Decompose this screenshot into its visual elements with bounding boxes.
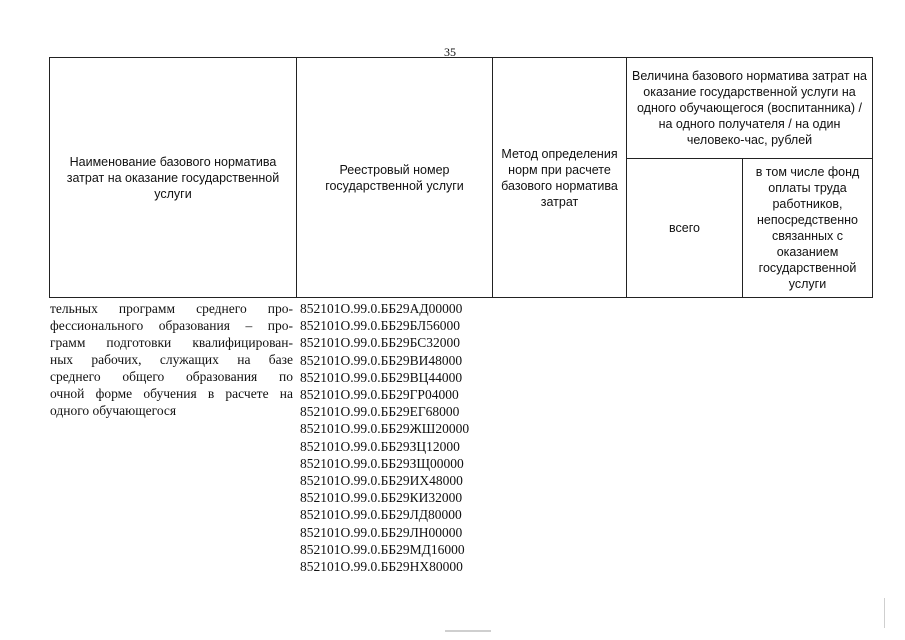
scan-mark-right (884, 598, 885, 628)
service-name-text (50, 300, 293, 419)
registry-code: 852101О.99.0.ББ29БС32000 (300, 335, 461, 351)
header-service-name: Наименование базового норматива затрат на оказание государственной услуги (50, 58, 297, 298)
service-name-line: очной форме обучения в расчете на (50, 386, 293, 401)
norms-header-table (49, 57, 873, 298)
registry-code: 852101О.99.0.ББ29ВЦ44000 (300, 369, 463, 385)
registry-code: 852101О.99.0.ББ29АД00000 (300, 301, 463, 316)
registry-code: 852101О.99.0.ББ29ЛН00000 (300, 524, 463, 540)
header-including-payroll: в том числе фонд оплаты труда работников, непосредственно связанных с оказанием государственной услуги (743, 159, 873, 298)
service-name-line: грамм подготовки квалифицирован- (50, 335, 293, 350)
registry-code: 852101О.99.0.ББ29ЛД80000 (300, 507, 462, 523)
service-name-line: одного обучающегося (50, 403, 177, 418)
registry-code: 852101О.99.0.ББ29КИ32000 (300, 490, 463, 506)
registry-code: 852101О.99.0.ББ29ГР04000 (300, 387, 459, 403)
registry-code: 852101О.99.0.ББ29БЛ56000 (300, 318, 460, 334)
page-number: 35 (444, 45, 456, 59)
registry-code: 852101О.99.0.ББ29ИХ48000 (300, 473, 463, 489)
service-name-line: среднего общего образования по (50, 369, 293, 384)
header-norm-value: Величина базового норматива затрат на оказание государственной услуги на одного обучающегося (воспитанника) / на одного получателя / на один человеко-час, рублей (627, 58, 873, 159)
service-name-line: тельных программ среднего про- (50, 301, 293, 316)
registry-code: 852101О.99.0.ББ29МД16000 (300, 541, 465, 557)
registry-code-list (300, 300, 469, 575)
registry-code: 852101О.99.0.ББ29ЖШ20000 (300, 421, 470, 437)
scan-mark-bottom (445, 630, 491, 632)
header-registry-number: Реестровый номер государственной услуги (297, 58, 493, 298)
service-name-line: ных рабочих, служащих на базе (50, 352, 293, 367)
registry-code: 852101О.99.0.ББ29ВИ48000 (300, 352, 463, 368)
registry-code: 852101О.99.0.ББ29НХ80000 (300, 559, 463, 575)
registry-code: 852101О.99.0.ББ29ЗЩ00000 (300, 455, 464, 471)
header-total: всего (627, 159, 743, 298)
registry-code: 852101О.99.0.ББ29ЗЦ12000 (300, 438, 460, 454)
registry-code: 852101О.99.0.ББ29ЕГ68000 (300, 404, 460, 420)
header-method: Метод определения норм при расчете базового норматива затрат (493, 58, 627, 298)
service-name-line: фессионального образования – про- (50, 318, 293, 333)
